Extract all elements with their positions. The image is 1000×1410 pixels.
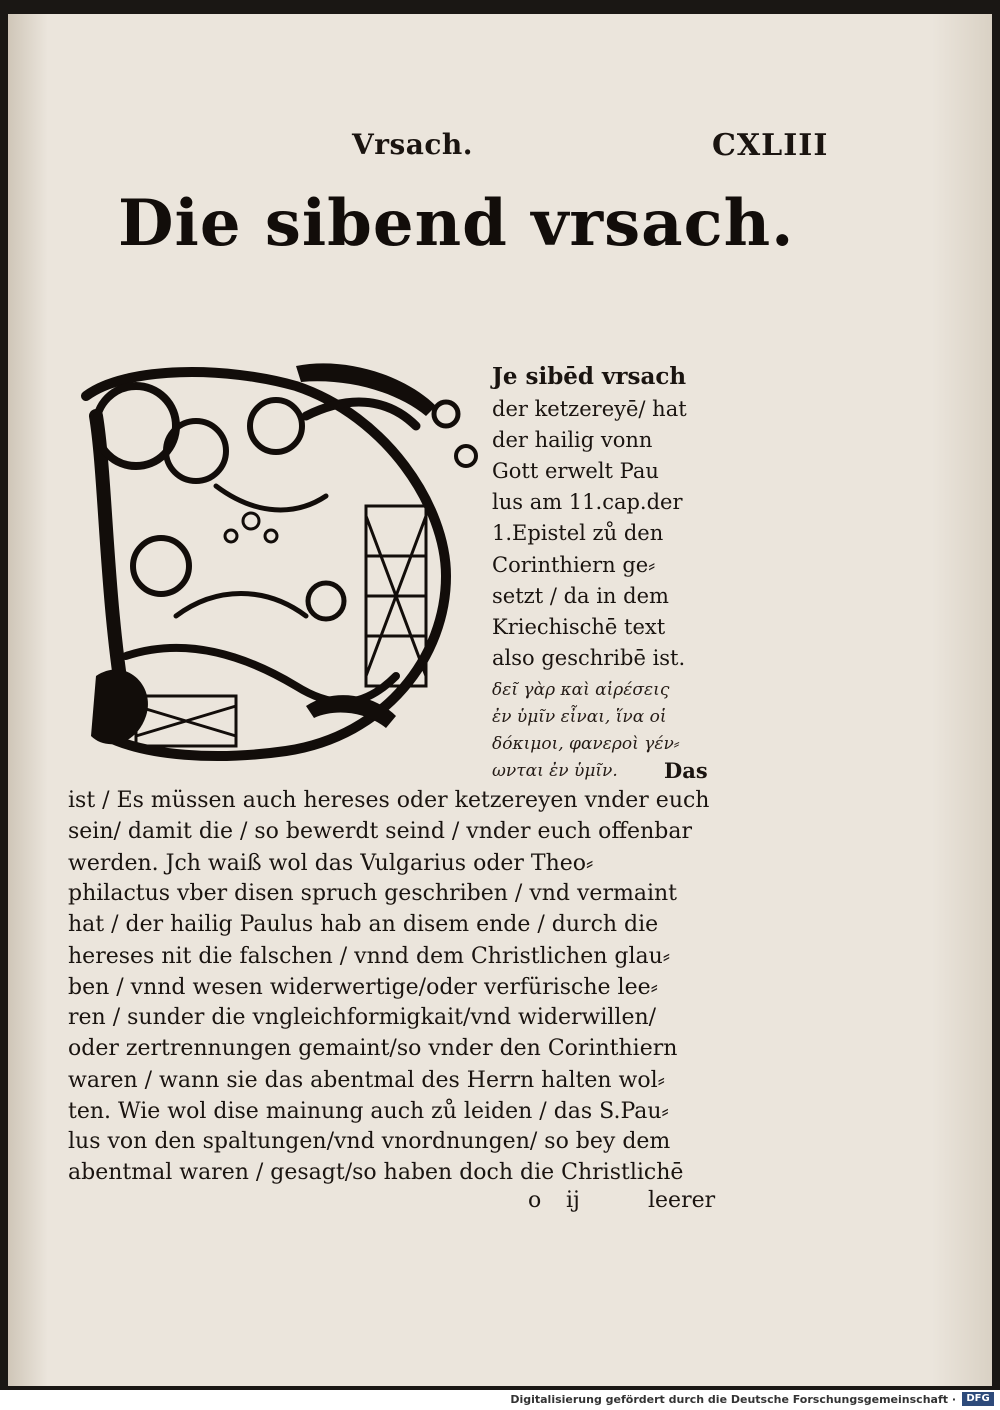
body-line: ist / Es müssen auch hereses oder ketzereyen vnder euch bbox=[68, 788, 710, 813]
greek-quote-line: δόκιμοι, φανεροὶ γέν⸗ bbox=[492, 734, 680, 754]
body-line: lus von den spaltungen/vnd vnordnungen/ so bey dem bbox=[68, 1129, 671, 1154]
signature-mark: o bbox=[528, 1188, 542, 1213]
greek-quote-line: ωνται ἐν ὑμῖν. bbox=[492, 761, 618, 781]
column-line: 1.Epistel zů den bbox=[492, 521, 664, 545]
body-line: sein/ damit die / so bewerdt seind / vnder euch offenbar bbox=[68, 819, 692, 844]
decorated-initial-D-icon bbox=[66, 356, 478, 766]
chapter-title: Die sibend vrsach. bbox=[118, 186, 795, 261]
body-line: hereses nit die falschen / vnnd dem Christlichen glau⸗ bbox=[68, 944, 671, 969]
body-line: werden. Jch waiß wol das Vulgarius oder Theo⸗ bbox=[68, 851, 594, 876]
funding-notice: Digitalisierung gefördert durch die Deutsche Forschungsgemeinschaft · bbox=[510, 1393, 956, 1406]
greek-quote-line: ἐν ὑμῖν εἶναι, ἵνα οἱ bbox=[492, 707, 667, 727]
column-line: setzt / da in dem bbox=[492, 584, 669, 608]
body-line: oder zertrennungen gemaint/so vnder den Corinthiern bbox=[68, 1036, 678, 1061]
page-edge-shade bbox=[932, 14, 992, 1386]
page-gutter-shade bbox=[8, 14, 48, 1386]
greek-quote-line: δεῖ γὰρ καὶ αἱρέσεις bbox=[492, 680, 670, 700]
column-line: Corinthiern ge⸗ bbox=[492, 553, 656, 577]
body-line: hat / der hailig Paulus hab an disem ende / durch die bbox=[68, 912, 659, 937]
folio-number: CXLIII bbox=[712, 128, 829, 163]
body-line: waren / wann sie das abentmal des Herrn halten wol⸗ bbox=[68, 1068, 665, 1093]
body-line: abentmal waren / gesagt/so haben doch die Christlichē bbox=[68, 1160, 684, 1185]
column-line: Je sibēd vrsach bbox=[492, 363, 687, 390]
column-line: Gott erwelt Pau bbox=[492, 459, 659, 483]
column-line: lus am 11.cap.der bbox=[492, 490, 683, 514]
signature-folio: ij bbox=[566, 1188, 580, 1213]
column-line: der ketzereyē/ hat bbox=[492, 397, 687, 421]
column-line: also geschribē ist. bbox=[492, 646, 686, 670]
column-line: Kriechischē text bbox=[492, 615, 666, 639]
body-line: philactus vber disen spruch geschriben / vnd vermaint bbox=[68, 881, 677, 906]
body-line: ten. Wie wol dise mainung auch zů leiden / das S.Pau⸗ bbox=[68, 1099, 669, 1124]
column-line: der hailig vonn bbox=[492, 428, 653, 452]
dfg-logo-icon: DFG bbox=[962, 1392, 994, 1406]
body-line: ben / vnnd wesen widerwertige/oder verfürische lee⸗ bbox=[68, 975, 658, 1000]
body-line: ren / sunder die vngleichformigkait/vnd widerwillen/ bbox=[68, 1005, 657, 1030]
greek-quote-tail: Das bbox=[664, 758, 708, 783]
catchword: leerer bbox=[648, 1188, 716, 1213]
running-head-title: Vrsach. bbox=[352, 128, 474, 161]
